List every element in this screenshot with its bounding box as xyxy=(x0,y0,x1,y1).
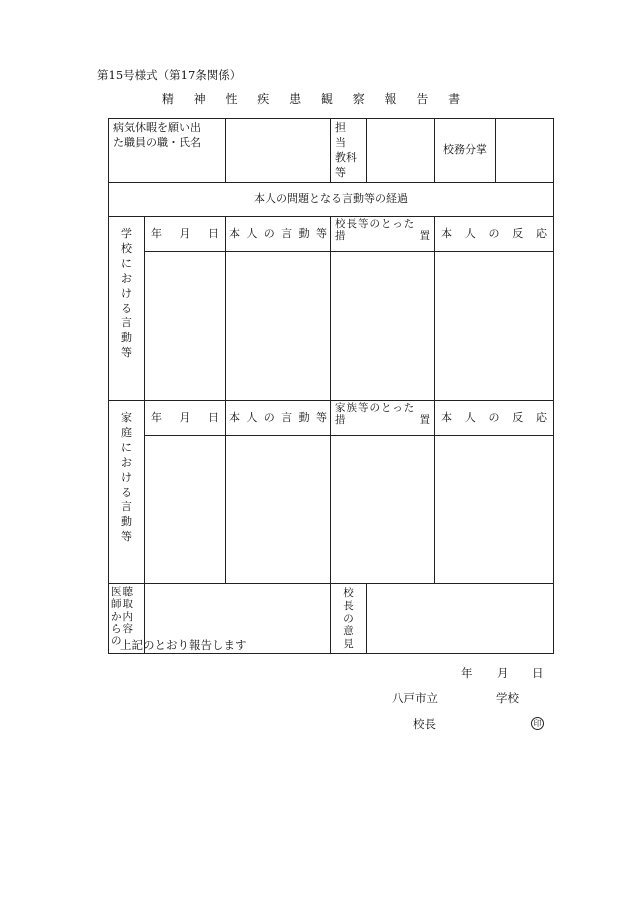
city-prefix: 八戸市立 xyxy=(392,691,438,705)
section-title: 本人の問題となる言動等の経過 xyxy=(109,183,554,217)
teacher-subject-field[interactable] xyxy=(367,119,435,183)
school-suffix: 学校 xyxy=(496,691,519,705)
school-reaction-header: 本 人 の 反 応 xyxy=(435,217,554,252)
teacher-label-cell xyxy=(331,119,367,183)
home-action-header: 家族等のとった 措 置 xyxy=(331,401,435,436)
document-title: 精 神 性 疾 患 観 察 報 告 書 xyxy=(161,92,469,106)
home-behavior-field[interactable] xyxy=(226,436,331,584)
school-reaction-field[interactable] xyxy=(435,252,554,401)
applicant-label-line2: た職員の職・氏名 xyxy=(113,135,201,149)
home-reaction-header: 本 人 の 反 応 xyxy=(435,401,554,436)
applicant-label-line1: 病気休暇を願い出 xyxy=(113,121,201,134)
doctor-label-col1: 医 師 か ら の xyxy=(111,586,122,647)
home-date-field[interactable] xyxy=(145,436,226,584)
principal-opinion-field[interactable] xyxy=(367,584,554,654)
home-reaction-field[interactable] xyxy=(435,436,554,584)
date-day-label: 日 xyxy=(532,666,544,680)
home-action-field[interactable] xyxy=(331,436,435,584)
school-date-header: 年 月 日 xyxy=(145,217,226,252)
form-number: 第15号様式（第17条関係） xyxy=(97,68,242,82)
doctor-label-col2: 聴 取 内 容 xyxy=(122,586,133,635)
home-date-header: 年 月 日 xyxy=(145,401,226,436)
duty-label: 校務分掌 xyxy=(435,119,496,183)
report-form-table xyxy=(108,118,554,654)
principal-label: 校長 xyxy=(413,717,436,731)
home-behavior-header: 本 人 の 言 動 等 xyxy=(226,401,331,436)
principal-opinion-label: 校 長 の 意 見 xyxy=(331,584,367,654)
date-month-label: 月 xyxy=(497,666,509,680)
school-vertical-label: 学 校 に お け る 言 動 等 xyxy=(109,217,145,401)
home-vertical-label: 家 庭 に お け る 言 動 等 xyxy=(109,401,145,584)
school-behavior-field[interactable] xyxy=(226,252,331,401)
applicant-label-cell xyxy=(109,119,226,183)
date-year-label: 年 xyxy=(461,666,473,680)
teacher-label-line2: 教科等 xyxy=(335,150,357,179)
school-date-field[interactable] xyxy=(145,252,226,401)
school-behavior-header: 本 人 の 言 動 等 xyxy=(226,217,331,252)
applicant-name-field[interactable] xyxy=(226,119,331,183)
duty-field[interactable] xyxy=(496,119,554,183)
teacher-label-line1: 担 当 xyxy=(335,121,357,149)
report-statement: 上記のとおり報告します xyxy=(120,638,247,652)
school-action-header: 校長等のとった 措 置 xyxy=(331,217,435,252)
school-action-field[interactable] xyxy=(331,252,435,401)
seal-icon: 印 xyxy=(531,717,544,730)
